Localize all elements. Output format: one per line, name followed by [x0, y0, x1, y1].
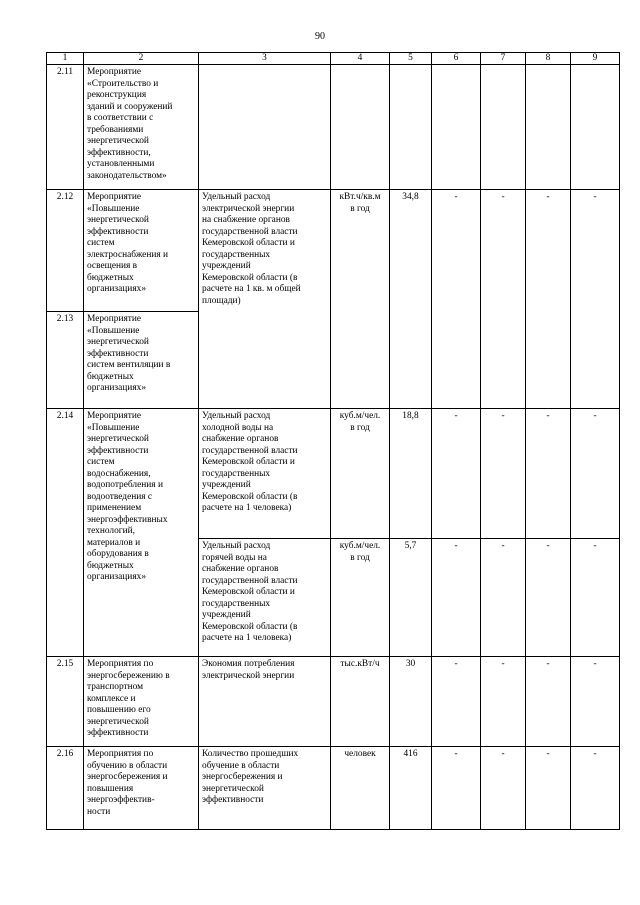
- event-cell: Мероприятие «Повышение энергетической эффективности систем электроснабжения и освещения в бюджетных организациях»: [84, 190, 199, 312]
- page-number: 90: [315, 31, 325, 42]
- dash-cell: -: [481, 747, 526, 830]
- event-cell: Мероприятия по обучению в области энергосбережения и повышения энергоэффектив- ности: [84, 747, 199, 830]
- dash-cell: -: [526, 409, 571, 539]
- row-number: 2.14: [47, 409, 84, 657]
- indicator-cell: Удельный расход холодной воды на снабжение органов государственной власти Кемеровской области и государственных учреждений Кемеровской области (в расчете на 1 человека): [199, 409, 331, 539]
- header-cell: 4: [331, 53, 390, 65]
- indicator-cell: Удельный расход горячей воды на снабжение органов государственной власти Кемеровской области и государственных учреждений Кемеровской области (в расчете на 1 человека): [199, 539, 331, 657]
- header-cell: 6: [432, 53, 481, 65]
- dash-cell: -: [571, 409, 620, 539]
- dash-cell: -: [481, 539, 526, 657]
- table-row: [47, 747, 620, 830]
- dash-cell: -: [432, 539, 481, 657]
- dash-cell: -: [571, 190, 620, 409]
- dash-cell: -: [571, 539, 620, 657]
- dash-cell: -: [526, 747, 571, 830]
- header-row: [47, 53, 620, 65]
- row-number: 2.13: [47, 312, 84, 409]
- dash-cell: -: [432, 657, 481, 747]
- header-cell: 8: [526, 53, 571, 65]
- unit-cell: куб.м/чел. в год: [331, 539, 390, 657]
- unit-cell: кВт.ч/кв.м в год: [331, 190, 390, 409]
- event-cell: Мероприятия по энергосбережению в транспортном комплексе и повышению его энергетической эффективности: [84, 657, 199, 747]
- dash-cell: -: [526, 539, 571, 657]
- value-cell: 5,7: [390, 539, 432, 657]
- value-cell: 34,8: [390, 190, 432, 409]
- dash-cell: -: [526, 190, 571, 409]
- event-cell: Мероприятие «Строительство и реконструкция зданий и сооружений в соответствии с требованиями энергетической эффективности, установленными законодательством»: [84, 65, 199, 190]
- value-cell: 416: [390, 747, 432, 830]
- header-cell: 3: [199, 53, 331, 65]
- indicator-cell: Удельный расход электрической энергии на снабжение органов государственной власти Кемеровской области и государственных учреждений Кемеровской области (в расчете на 1 кв. м общей площади): [199, 190, 331, 409]
- dash-cell: -: [481, 657, 526, 747]
- row-number: 2.16: [47, 747, 84, 830]
- dash-cell: -: [432, 747, 481, 830]
- event-cell: Мероприятие «Повышение энергетической эффективности систем вентиляции в бюджетных организациях»: [84, 312, 199, 409]
- measures-table: [46, 52, 620, 830]
- unit-cell: тыс.кВт/ч: [331, 657, 390, 747]
- header-cell: 5: [390, 53, 432, 65]
- header-cell: 1: [47, 53, 84, 65]
- row-number: 2.11: [47, 65, 84, 190]
- table-row: [47, 65, 620, 190]
- dash-cell: -: [526, 657, 571, 747]
- dash-cell: -: [571, 747, 620, 830]
- event-cell: Мероприятие «Повышение энергетической эффективности систем водоснабжения, водопотребления и водоотведения с применением энергоэффективных технологий, материалов и оборудования в бюджетных организациях»: [84, 409, 199, 657]
- dash-cell: -: [432, 409, 481, 539]
- value-cell: 30: [390, 657, 432, 747]
- table-row: [47, 190, 620, 312]
- header-cell: 2: [84, 53, 199, 65]
- indicator-cell: Экономия потребления электрической энергии: [199, 657, 331, 747]
- unit-cell: человек: [331, 747, 390, 830]
- dash-cell: -: [571, 657, 620, 747]
- row-number: 2.12: [47, 190, 84, 312]
- unit-cell: куб.м/чел. в год: [331, 409, 390, 539]
- header-cell: 7: [481, 53, 526, 65]
- table-row: [47, 409, 620, 539]
- row-number: 2.15: [47, 657, 84, 747]
- header-cell: 9: [571, 53, 620, 65]
- table-row: [47, 657, 620, 747]
- dash-cell: -: [481, 190, 526, 409]
- indicator-cell: Количество прошедших обучение в области энергосбережения и энергетической эффективности: [199, 747, 331, 830]
- dash-cell: -: [432, 190, 481, 409]
- value-cell: 18,8: [390, 409, 432, 539]
- dash-cell: -: [481, 409, 526, 539]
